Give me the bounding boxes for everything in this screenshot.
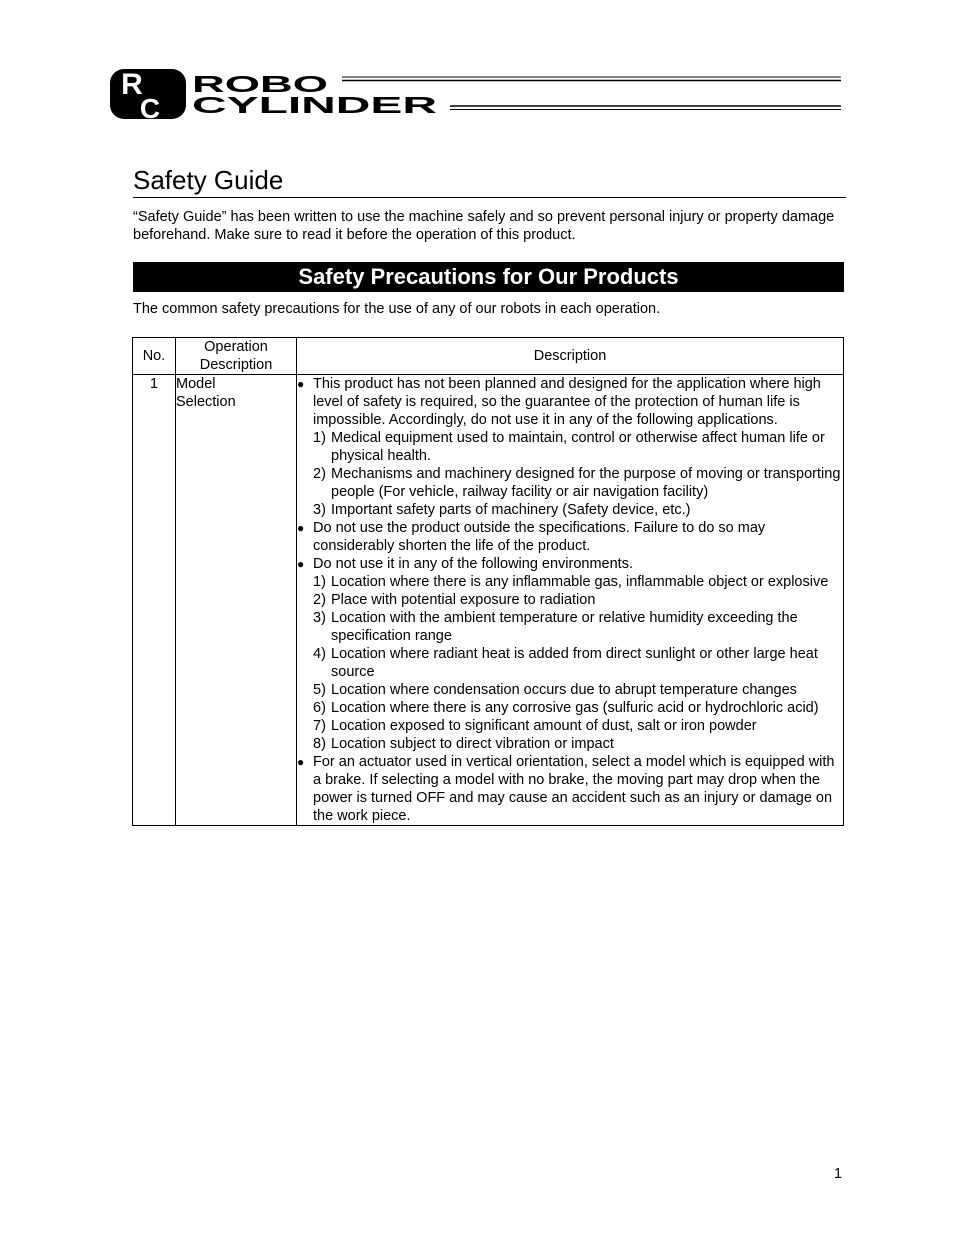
row-operation (176, 375, 297, 826)
sub-item (297, 735, 843, 753)
header-operation-line1: Operation (204, 339, 268, 355)
intro-paragraph: “Safety Guide” has been written to use the machine safely and so prevent personal injury or property damage beforehand. Make sure to read it before the operation of this product. (133, 209, 835, 243)
sub-item-number: 3) (313, 502, 326, 518)
sub-item-number: 7) (313, 718, 326, 734)
header-no: No. (133, 338, 176, 375)
sub-item-number: 5) (313, 682, 326, 698)
sub-item-number: 3) (313, 610, 326, 626)
bullet-item: ● For an actuator used in vertical orientation, select a model which is equipped with a brake. If selecting a model with no brake, the moving part may drop when the power is turned OFF and may cause an accident such as an injury or damage on the work piece. (297, 753, 843, 825)
sub-item-text: Mechanisms and machinery designed for the purpose of moving or transporting people (For vehicle, railway facility or air navigation facility) (331, 466, 841, 500)
sub-item (297, 699, 843, 717)
sub-item (297, 681, 843, 699)
table-row (133, 375, 844, 826)
sub-item-text: Important safety parts of machinery (Safety device, etc.) (331, 502, 691, 518)
header-description: Description (297, 338, 844, 375)
logo-word-robo: ROBO (192, 71, 328, 97)
page-number: 1 (834, 1166, 843, 1182)
logo-mark-top: R (121, 68, 143, 101)
title-underline (133, 197, 846, 198)
row-operation-line2: Selection (176, 394, 236, 410)
precautions-table (132, 337, 844, 826)
sub-item-number: 2) (313, 592, 326, 608)
sub-item (297, 591, 843, 609)
logo-mark-bottom: C (139, 93, 161, 120)
section-banner: Safety Precautions for Our Products (133, 262, 844, 292)
page-title: Safety Guide (133, 165, 284, 195)
sub-item-number: 1) (313, 430, 326, 446)
sub-item-text: Place with potential exposure to radiation (331, 592, 596, 608)
row-number: 1 (133, 375, 176, 826)
sub-item-text: Location with the ambient temperature or relative humidity exceeding the specification range (331, 610, 798, 644)
logo-graphic (110, 68, 845, 120)
sub-item (297, 465, 843, 501)
common-precautions-text: The common safety precautions for the use of any of our robots in each operation. (133, 301, 661, 317)
robo-cylinder-logo (110, 68, 845, 120)
row-operation-line1: Model (176, 376, 216, 392)
row-description (297, 375, 844, 826)
sub-item-text: Location subject to direct vibration or impact (331, 736, 614, 752)
sub-item-text: Location where radiant heat is added from direct sunlight or other large heat source (331, 646, 818, 680)
sub-item (297, 501, 843, 519)
sub-item (297, 573, 843, 591)
header-operation (176, 338, 297, 375)
sub-item-text: Location where there is any inflammable gas, inflammable object or explosive (331, 574, 829, 590)
sub-item-number: 1) (313, 574, 326, 590)
sub-item-number: 4) (313, 646, 326, 662)
bullet-item: ● Do not use it in any of the following environments. (297, 555, 843, 573)
header-operation-line2: Description (199, 357, 273, 373)
bullet-item: ● Do not use the product outside the specifications. Failure to do so may considerably shorten the life of the product. (297, 519, 843, 555)
sub-item (297, 717, 843, 735)
table-header-row (133, 338, 844, 375)
bullet-item: ● This product has not been planned and designed for the application where high level of safety is required, so the guarantee of the protection of human life is impossible. Accordingly, do not use it in any of the following applications. (297, 375, 843, 429)
sub-item-text: Medical equipment used to maintain, control or otherwise affect human life or physical health. (331, 430, 825, 464)
sub-item (297, 645, 843, 681)
sub-item (297, 609, 843, 645)
sub-item (297, 429, 843, 465)
logo-word-cylinder: CYLINDER (192, 92, 438, 118)
sub-item-text: Location exposed to significant amount of dust, salt or iron powder (331, 718, 757, 734)
sub-item-text: Location where there is any corrosive gas (sulfuric acid or hydrochloric acid) (331, 700, 819, 716)
sub-item-text: Location where condensation occurs due to abrupt temperature changes (331, 682, 797, 698)
sub-item-number: 8) (313, 736, 326, 752)
sub-item-number: 2) (313, 466, 326, 482)
sub-item-number: 6) (313, 700, 326, 716)
